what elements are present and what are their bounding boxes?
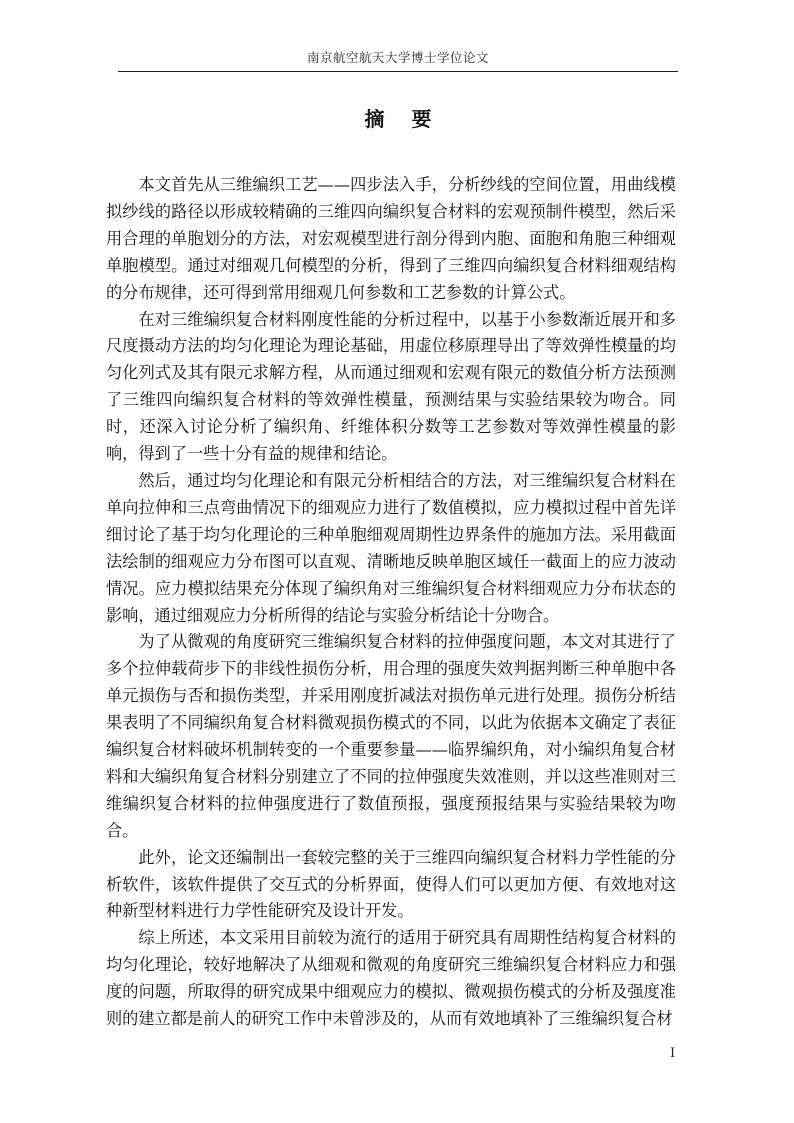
header-rule — [118, 71, 678, 72]
page-number: I — [670, 1046, 676, 1061]
abstract-paragraph-6: 综上所述，本文采用目前较为流行的适用于研究具有周期性结构复合材料的均匀化理论，较好地解决了从细观和微观的角度研究三维编织复合材料应力和强度的问题，所取得的研究成果中细观应力的模拟、微观损伤模式的分析及强度准则的建立都是前人的研究工作中未曾涉及的，从而有效地填补了三维编织复合材 — [106, 928, 676, 1029]
page-title: 摘 要 — [364, 107, 442, 131]
abstract-paragraph-2: 在对三维编织复合材料刚度性能的分析过程中，以基于小参数渐近展开和多尺度摄动方法的均匀化理论为理论基础，用虚位移原理导出了等效弹性模量的均匀化列式及其有限元求解方程，从而通过细观和宏观有限元的数值分析方法预测了三维四向编织复合材料的等效弹性模量，预测结果与实验结果较为吻合。同时，还深入讨论分析了编织角、纤维体积分数等工艺参数对等效弹性模量的影响，得到了一些十分有益的规律和结论。 — [106, 309, 676, 464]
abstract-paragraph-1: 本文首先从三维编织工艺——四步法入手，分析纱线的空间位置，用曲线模拟纱线的路径以形成较精确的三维四向编织复合材料的宏观预制件模型，然后采用合理的单胞划分的方法，对宏观模型进行剖分得到内胞、面胞和角胞三种细观单胞模型。通过对细观几何模型的分析，得到了三维四向编织复合材料细观结构的分布规律，还可得到常用细观几何参数和工艺参数的计算公式。 — [106, 175, 676, 302]
abstract-paragraph-4: 为了从微观的角度研究三维编织复合材料的拉伸强度问题，本文对其进行了多个拉伸载荷步下的非线性损伤分析，用合理的强度失效判据判断三种单胞中各单元损伤与否和损伤类型，并采用刚度折减法对损伤单元进行处理。损伤分析结果表明了不同编织角复合材料微观损伤模式的不同，以此为依据本文确定了表征编织复合材料破坏机制转变的一个重要参量——临界编织角，对小编织角复合材料和大编织角复合材料分别建立了不同的拉伸强度失效准则，并以这些准则对三维编织复合材料的拉伸强度进行了数值预报，强度预报结果与实验结果较为吻合。 — [106, 632, 676, 840]
abstract-paragraph-5: 此外，论文还编制出一套较完整的关于三维四向编织复合材料力学性能的分析软件，该软件提供了交互式的分析界面，使得人们可以更加方便、有效地对这种新型材料进行力学性能研究及设计开发。 — [106, 847, 676, 921]
running-header: 南京航空航天大学博士学位论文 — [306, 50, 489, 65]
abstract-body — [106, 172, 676, 1033]
abstract-paragraph-3: 然后，通过均匀化理论和有限元分析相结合的方法，对三维编织复合材料在单向拉伸和三点弯曲情况下的细观应力进行了数值模拟，应力模拟过程中首先详细讨论了基于均匀化理论的三种单胞细观周期性边界条件的施加方法。采用截面法绘制的细观应力分布图可以直观、清晰地反映单胞区域任一截面上的应力波动情况。应力模拟结果充分体现了编织角对三维编织复合材料细观应力分布状态的影响，通过细观应力分析所得的结论与实验分析结论十分吻合。 — [106, 470, 676, 625]
